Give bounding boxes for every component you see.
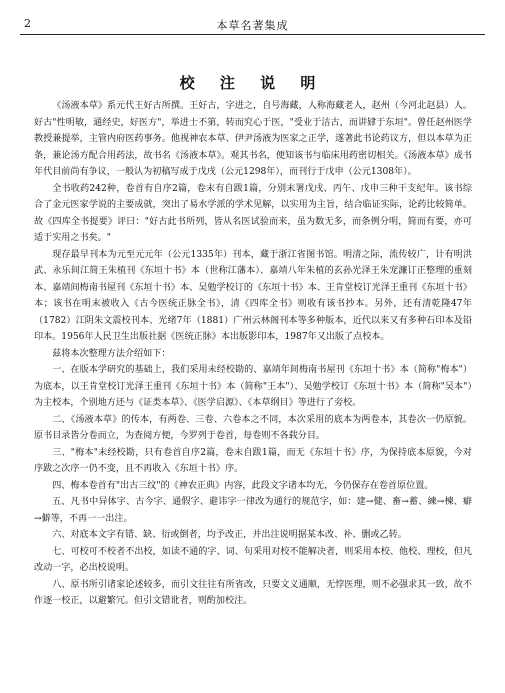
page-number: 2 bbox=[24, 17, 31, 30]
paragraph: 一、在版本学研究的基础上，我们采用未经校勘的、嘉靖年间梅南书屋刊《东垣十书》本（简称"梅本"）为底本，以王肯堂校订光泽王重刊《东垣十书》本（简称"王本"）、吴勉学校订《东垣十书》本（简称"吴本"）为主校本，个别地方还与《证类本草》、《医学启源》、《本草纲目》等进行了旁校。 bbox=[34, 365, 472, 408]
paragraph: 五、凡书中异体字、古今字、通假字、避讳字一律改为通行的规范字，如：建→健、畜→蓄、練→楝、癖→僻等，不再一一出注。 bbox=[34, 497, 472, 524]
paragraph: 三、"梅本"未经校勘，只有卷首自序2篇，卷末自跋1篇，而无《东垣十书》序，为保持底本原貌，今对序跋之次序一仍不变，且不再收入《东垣十书》序。 bbox=[34, 447, 472, 474]
paragraph: 八、原书所引诸家论述较多，而引文往往有所省改，只要文义通顺，无悖医理，则不必强求其一致，故不作逐一校正，以避繁冗。但引文错讹者，则酌加校注。 bbox=[34, 579, 472, 606]
paragraph: 二、《汤液本草》的传本，有两卷、三卷、六卷本之不同，本次采用的底本为两卷本，其卷次一仍原貌。原书目录皆分卷而立，为查阅方便，今罗列于卷首，每卷则不各载分目。 bbox=[34, 414, 472, 441]
paragraph: 六、对底本文字有错、缺、衍或倒者，均予改正，并出注说明据某本改、补、删或乙转。 bbox=[52, 530, 407, 540]
paragraph: 兹将本次整理方法介绍如下： bbox=[52, 348, 171, 359]
paragraph: 《汤液本草》系元代王好古所撰。王好古，字进之，自号海藏，人称海藏老人，赵州（今河北赵县）人。好古"性明敏，通经史，好医方"，举进士不第，转而究心于医，"受业于洁古，而讲肄于东垣"。曾任赵州医学教授兼提举，主管内府医药事务。他视神农本草、伊尹汤液为医家之正学，遂著此书论药议方，但以本草为正条，兼论汤方配合用药法，故书名《汤液本草》。观其书名，便知该书与临床用药密切相关。《汤液本草》成书年代目前尚有争议，一般认为初稿写成于戊戌（公元1298年），而刊行于戊申（公元1308年）。 bbox=[34, 101, 472, 177]
paragraph: 四、梅本卷首有"出古三纹"的《神农正典》内容，此段文字诸本均无，今仍保存在卷首原位置。 bbox=[52, 480, 434, 491]
paragraph: 全书收药242种，卷首有自序2篇，卷末有自跋1篇，分别末署戊戌、丙午、戊申三种干支纪年。该书综合了金元医家学说的主要成就，突出了易水学派的学术见解，以实用为主旨，结合临证实际，论药比较简单。故《四库全书提要》评曰："好古此书所列，皆从名医试验而来，虽为数无多，而条例分明，简而有要，亦可适于实用之书矣。" bbox=[34, 183, 472, 243]
section-title: 校 注 说 明 bbox=[179, 74, 326, 92]
body-text bbox=[34, 98, 472, 610]
page-header bbox=[20, 14, 485, 35]
paragraph: 七、可校可不校者不出校，如读不通的字、词、句采用对校不能解决者，则采用本校、他校、理校，但凡改动一字，必出校说明。 bbox=[34, 546, 472, 573]
paragraph: 现存最早刊本为元至元元年（公元1335年）刊本，藏于浙江省图书馆。明清之际，流传较广，计有明洪武、永乐间江简王朱植刊《东垣十书》本（世称江藩本）、嘉靖八年朱植的玄孙光泽王朱宠濂订正整理的重刻本、嘉靖间梅南书屋刊《东垣十书》本、吴勉学校订的《东垣十书》本、王肯堂校订光泽王重刊《东垣十书》本；该书在明末被收入《古今医统正脉全书》，清《四库全书》则收有该书抄本。另外，还有清乾隆47年（1782）江阴朱文震校刊本、光绪7年（1881）广州云林阁刊本等多种版本，近代以来又有多种石印本及铅印本。1956年人民卫生出版社据《医统正脉》本出版影印本，1987年又出版了点校本。 bbox=[34, 249, 472, 342]
running-title: 本草名著集成 bbox=[216, 19, 289, 32]
